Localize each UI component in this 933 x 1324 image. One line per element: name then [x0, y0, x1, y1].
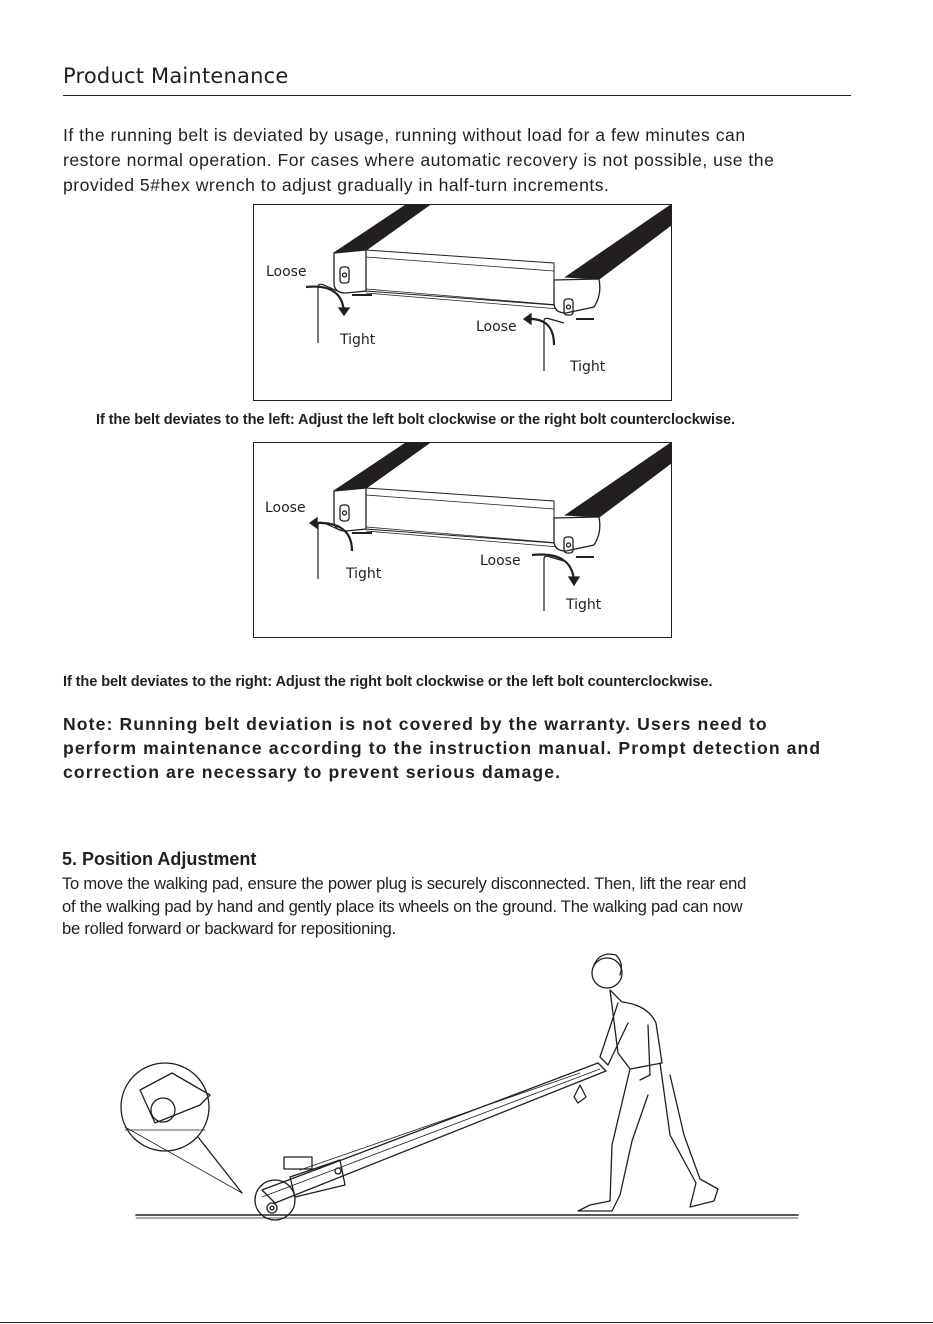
label-left-tight: Tight	[340, 332, 376, 348]
intro-paragraph	[63, 123, 883, 198]
figure-belt-left-adjust	[253, 204, 672, 401]
section-title: Product Maintenance	[63, 64, 289, 88]
label-left-loose: Loose	[266, 264, 307, 280]
treadmill-rear-illustration	[254, 443, 671, 637]
warranty-note	[63, 712, 821, 784]
intro-line: If the running belt is deviated by usage, running without load for a few minutes can	[63, 125, 746, 145]
note-line: Note: Running belt deviation is not covered by the warranty. Users need to	[63, 714, 768, 734]
label-right-tight: Tight	[566, 597, 602, 613]
position-adjustment-title: 5. Position Adjustment	[62, 849, 257, 869]
label-left-loose: Loose	[265, 500, 306, 516]
treadmill-rear-illustration	[254, 205, 671, 400]
intro-line: restore normal operation. For cases where automatic recovery is not possible, use the	[63, 150, 775, 170]
label-right-loose: Loose	[476, 319, 517, 335]
note-line: correction are necessary to prevent serious damage.	[63, 762, 562, 782]
figure-belt-right-adjust	[253, 442, 672, 638]
intro-line: provided 5#hex wrench to adjust gradually in half-turn increments.	[63, 175, 610, 195]
body-line: of the walking pad by hand and gently place its wheels on the ground. The walking pad can now	[62, 896, 743, 916]
title-divider	[63, 95, 851, 96]
page-bottom-rule	[0, 1322, 933, 1323]
figure2-caption: If the belt deviates to the right: Adjust the right bolt clockwise or the left bolt counterclockwise.	[63, 674, 713, 690]
position-adjustment-body	[62, 873, 746, 941]
note-line: perform maintenance according to the instruction manual. Prompt detection and	[63, 738, 822, 758]
label-right-loose: Loose	[480, 553, 521, 569]
body-line: be rolled forward or backward for repositioning.	[62, 919, 396, 938]
moving-walking-pad-illustration	[0, 945, 933, 1235]
figure1-caption: If the belt deviates to the left: Adjust the left bolt clockwise or the right bolt counterclockwise.	[96, 412, 735, 428]
label-left-tight: Tight	[346, 566, 382, 582]
label-right-tight: Tight	[570, 359, 606, 375]
body-line: To move the walking pad, ensure the power plug is securely disconnected. Then, lift the rear end	[62, 874, 747, 893]
